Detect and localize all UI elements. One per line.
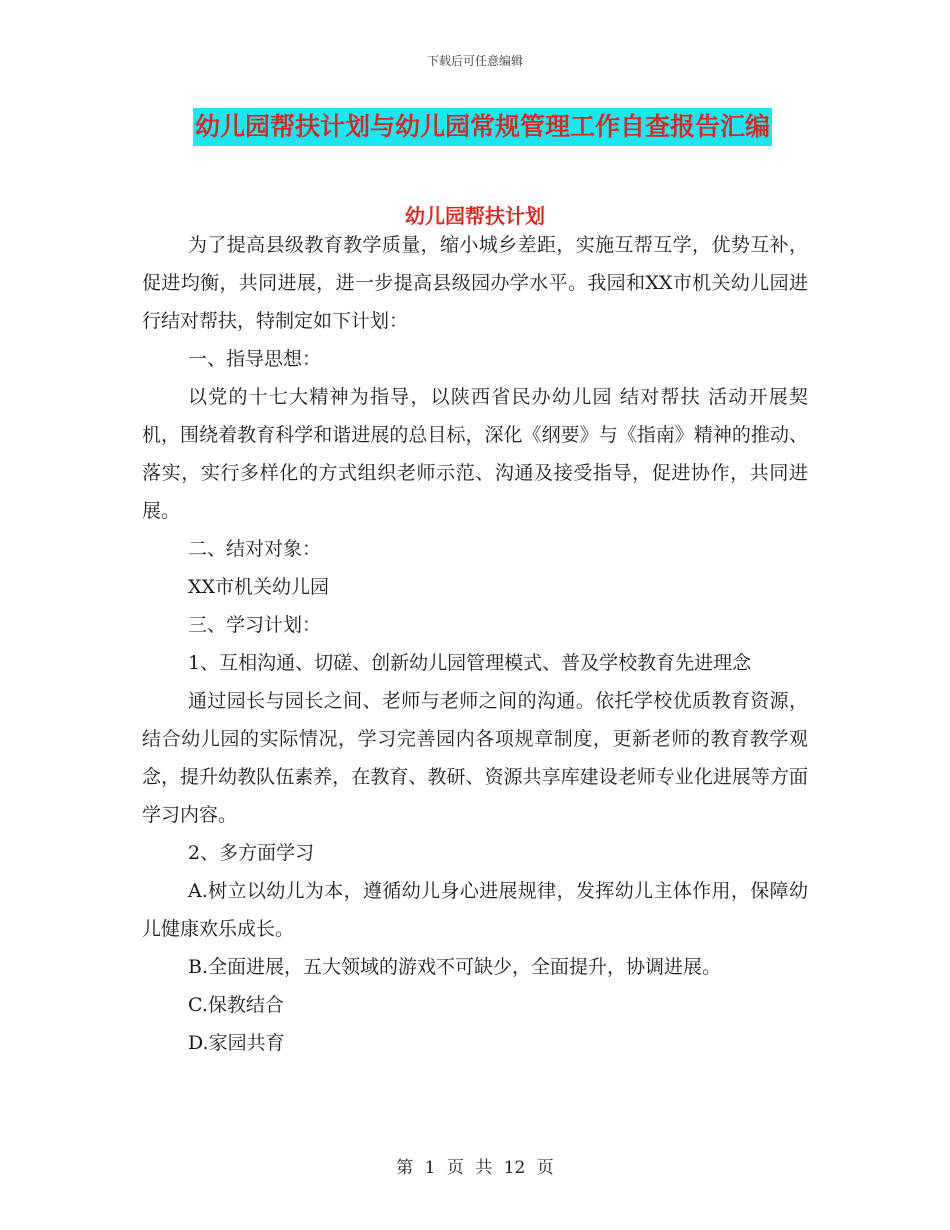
paragraph-point-b: B.全面进展，五大领域的游戏不可缺少，全面提升，协调进展。 <box>188 956 722 978</box>
paragraph-pairing-target: XX市机关幼儿园 <box>188 576 330 598</box>
paragraph-point-d: D.家园共育 <box>188 1032 285 1054</box>
document-title: 幼儿园帮扶计划与幼儿园常规管理工作自查报告汇编 <box>193 108 772 146</box>
paragraph-intro: 为了提高县级教育教学质量，缩小城乡差距，实施互帮互学，优势互补，促进均衡，共同进展，进一步提高县级园办学水平。我园和XX市机关幼儿园进行结对帮扶，特制定如下计划： <box>142 234 808 332</box>
section-title: 幼儿园帮扶计划 <box>405 204 545 228</box>
heading-guiding-thought: 一、指导思想： <box>188 348 322 370</box>
heading-pairing-target: 二、结对对象： <box>188 538 322 560</box>
page-header-note: 下载后可任意编辑 <box>426 54 523 68</box>
document-body <box>142 226 808 1062</box>
paragraph-plan-item-1-detail: 通过园长与园长之间、老师与老师之间的沟通。依托学校优质教育资源，结合幼儿园的实际情况，学习完善园内各项规章制度，更新老师的教育教学观念，提升幼教队伍素养，在教育、教研、资源共享库建设老师专业化进展等方面学习内容。 <box>142 690 808 826</box>
paragraph-point-c: C.保教结合 <box>188 994 284 1016</box>
page-number-footer: 第 1 页 共 12 页 <box>396 1158 554 1178</box>
paragraph-guiding-thought: 以党的十七大精神为指导，以陕西省民办幼儿园 结对帮扶 活动开展契机，围绕着教育科学和谐进展的总目标，深化《纲要》与《指南》精神的推动、落实，实行多样化的方式组织老师示范、沟通及接受指导，促进协作，共同进展。 <box>142 386 808 522</box>
heading-study-plan: 三、学习计划： <box>188 614 322 636</box>
paragraph-point-a: A.树立以幼儿为本，遵循幼儿身心进展规律，发挥幼儿主体作用，保障幼儿健康欢乐成长。 <box>142 880 808 940</box>
paragraph-plan-item-1: 1、互相沟通、切磋、创新幼儿园管理模式、普及学校教育先进理念 <box>188 652 752 674</box>
paragraph-plan-item-2: 2、多方面学习 <box>188 842 315 864</box>
